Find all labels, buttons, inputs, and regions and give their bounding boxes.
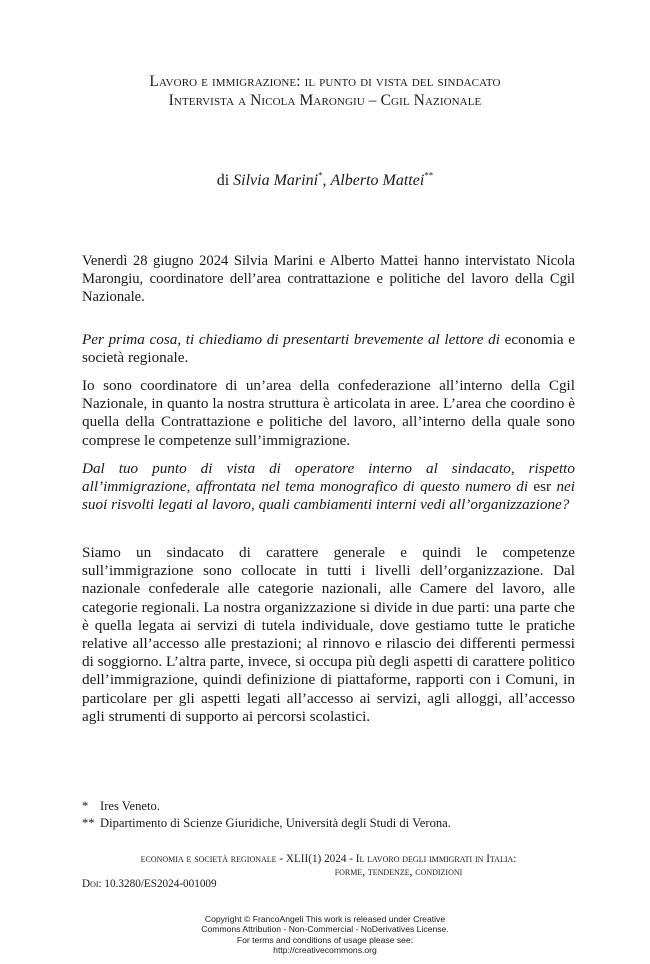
copyright-line-2: Commons Attribution - Non-Commercial - NoDerivatives License. (201, 924, 449, 935)
footnote-1-marker: * (82, 799, 89, 813)
copyright-notice (0, 914, 650, 955)
journal-citation-line-1: economia e società regionale - XLII(1) 2024 - Il lavoro degli immigrati in Italia: (140, 853, 517, 865)
author-1-footnote-mark: * (318, 170, 323, 181)
question-1-text: Per prima cosa, ti chiediamo di presentarti brevemente al lettore di (82, 331, 500, 348)
author-2-footnote-mark: ** (424, 170, 434, 181)
author-1: Silvia Marini (233, 172, 319, 189)
copyright-line-3: For terms and conditions of usage please see: (236, 934, 414, 945)
footnote-2-marker: ** (82, 816, 95, 830)
copyright-line-1: Copyright © FrancoAngeli This work is released under Creative (204, 914, 446, 924)
answer-1: Io sono coordinatore di un’area della confederazione all’interno della Cgil Nazionale, in quanto la nostra struttura è articolata in aree. L’area che coordino è quella della Contrattazione e politiche del lavoro, all’interno della quale sono comprese le competenze sull’immigrazione. (82, 377, 575, 449)
journal-citation (82, 853, 575, 879)
answer-2: Siamo un sindacato di carattere generale e quindi le competenze sull’immigrazione sono collocate in tutti i livelli dell’organizzazione. Dal nazionale confederale alle categorie nazionali, alle Camere del lavoro, alle categorie regionali. La nostra organizzazione si divide in due parti: una parte che è quella legata ai servizi di tutela individuale, dove gestiamo tutte le pratiche relative all’accesso alle prestazioni; al rinnovo e rilascio dei differenti permessi di soggiorno. L’altra parte, invece, si occupa più degli aspetti di carattere politico dell’immigrazione, quindi definizione di piattaforme, rapporti con i Comuni, in particolare per gli aspetti legati all’accesso ai servizi, agli alloggi, all’accesso agli strumenti di supporto ai percorsi scolastici. (82, 544, 575, 725)
article-title-line-2: Intervista a Nicola Marongiu – Cgil Nazionale (168, 92, 482, 109)
footnote-2 (82, 815, 575, 831)
copyright-link[interactable]: http://creativecommons.org (273, 944, 377, 955)
question-2 (82, 460, 575, 515)
author-separator: , (322, 172, 327, 189)
question-1 (82, 331, 575, 367)
doi: Doi: 10.3280/ES2024-001009 (82, 878, 217, 890)
byline (0, 172, 650, 190)
article-title-line-1: Lavoro e immigrazione: il punto di vista del sindacato (149, 73, 501, 90)
journal-abbreviation: esr (533, 478, 552, 496)
author-2: Alberto Mattei (330, 172, 425, 189)
question-2-text-part-1: Dal tuo punto di vista di operatore interno al sindacato, rispetto all’immigrazione, affrontata nel tema monografico di questo numero di (82, 460, 575, 496)
byline-prefix: di (216, 172, 230, 189)
footnote-1-text: Ires Veneto. (100, 799, 160, 813)
footnote-1 (82, 798, 575, 814)
question-2-text-part-2: nei suoi risvolti legati al lavoro, quali cambiamenti interni vedi all’organizzazione? (82, 478, 575, 514)
footnote-2-text: Dipartimento di Scienze Giuridiche, Università degli Studi di Verona. (100, 816, 451, 830)
journal-name-inline: economia e società regionale. (82, 331, 576, 367)
intro-paragraph: Venerdì 28 giugno 2024 Silvia Marini e Alberto Mattei hanno intervistato Nicola Marongiu, coordinatore dell’area contrattazione e politiche del lavoro della Cgil Nazionale. (82, 253, 575, 305)
journal-citation-line-2: forme, tendenze, condizioni (334, 866, 463, 878)
